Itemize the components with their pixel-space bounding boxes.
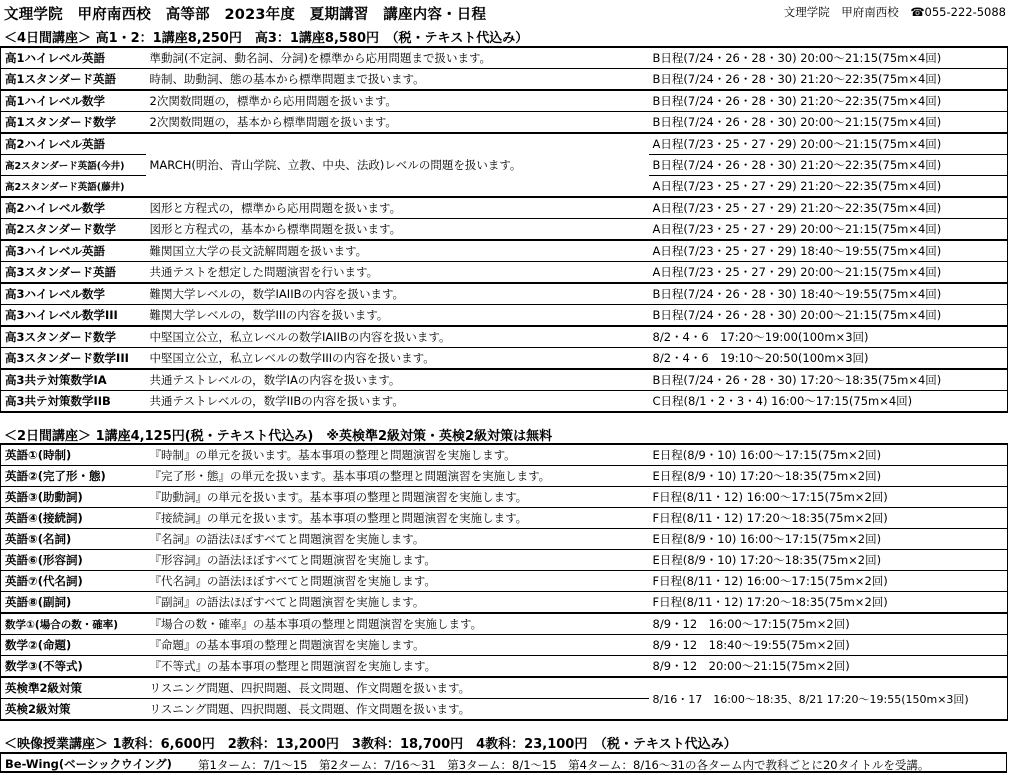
table-row <box>1 466 1008 487</box>
course-desc: MARCH(明治、青山学院、立教、中央、法政)レベルの問題を扱います。 <box>146 133 649 197</box>
course-schedule: A日程(7/23・25・27・29) 18:40～19:55(75m×4回) <box>652 244 942 258</box>
course-schedule: F日程(8/11・12) 16:00～17:15(75m×2回) <box>652 490 888 504</box>
course-schedule: B日程(7/24・26・28・30) 21:20～22:35(75m×4回) <box>652 158 942 172</box>
course-desc: 難関国立大学の長文読解問題を扱います。 <box>149 244 368 258</box>
course-schedule: F日程(8/11・12) 16:00～17:15(75m×2回) <box>652 574 888 588</box>
course-schedule: A日程(7/23・25・27・29) 20:00～21:15(75m×4回) <box>652 137 942 151</box>
course-desc: 共通テストを想定した問題演習を行います。 <box>149 265 379 279</box>
course-desc: 中堅国立公立，私立レベルの数学IIIの内容を扱います。 <box>149 351 435 365</box>
course-desc: 図形と方程式の，基本から標準問題を扱います。 <box>149 222 402 236</box>
course-schedule: B日程(7/24・26・28・30) 17:20～18:35(75m×4回) <box>652 373 942 387</box>
table-row <box>1 283 1008 305</box>
course-name: 数学③(不等式) <box>5 659 83 673</box>
course-name: 高2スタンダード英語(藤井) <box>5 182 125 193</box>
table-row <box>1 571 1008 592</box>
table-row <box>1 262 1008 284</box>
table-row <box>1 369 1008 391</box>
course-desc: 『副詞』の語法ほぼすべてと問題演習を実施します。 <box>149 595 425 609</box>
course-schedule: B日程(7/24・26・28・30) 18:40～19:55(75m×4回) <box>652 287 942 301</box>
course-desc: 『代名詞』の語法ほぼすべてと問題演習を実施します。 <box>149 574 436 588</box>
course-name: 高2スタンダード英語(今井) <box>5 161 125 172</box>
table-row <box>1 613 1008 635</box>
section-4day-title: ＜4日間講座＞ 高1・2：1講座8,250円 高3：1講座8,580円 （税・テキスト代込み） <box>4 31 529 46</box>
table-row <box>1 635 1008 656</box>
course-schedule: E日程(8/9・10) 16:00～17:15(75m×2回) <box>652 532 882 546</box>
course-schedule: 8/2・4・6 19:10～20:50(100m×3回) <box>652 351 869 365</box>
course-schedule: B日程(7/24・26・28・30) 20:00～21:15(75m×4回) <box>652 308 942 322</box>
course-schedule: 8/9・12 16:00～17:15(75m×2回) <box>652 617 850 631</box>
course-desc: リスニング問題、四択問題、長文問題、作文問題を扱います。 <box>149 702 471 716</box>
course-desc: 2次関数問題の，標準から応用問題を扱います。 <box>149 94 397 108</box>
course-schedule: 8/16・17 16:00～18:35、8/21 17:20～19:55(150m×3回) <box>652 692 969 706</box>
page-header <box>0 0 1010 26</box>
course-name: 英語⑤(名詞) <box>5 532 72 546</box>
course-desc: 共通テストレベルの，数学IIBの内容を扱います。 <box>149 394 404 408</box>
course-name: 高1スタンダード数学 <box>5 115 117 129</box>
table-row <box>1 592 1008 614</box>
course-schedule: E日程(8/9・10) 16:00～17:15(75m×2回) <box>652 448 882 462</box>
course-name: 英語⑦(代名詞) <box>5 574 83 588</box>
table-row <box>1 487 1008 508</box>
course-name: 高3ハイレベル英語 <box>5 244 106 258</box>
table-2day-courses <box>0 443 1008 721</box>
course-name: 高2ハイレベル英語 <box>5 137 106 151</box>
course-schedule: B日程(7/24・26・28・30) 20:00～21:15(75m×4回) <box>652 115 942 129</box>
bewing-desc: 第1ターム：7/1～15 第2ターム：7/16～31 第3ターム：8/1～15 第4ターム：8/16～31の各ターム内で教科ごとに20タイトルを受講。 <box>198 758 930 772</box>
bewing-row <box>0 752 1007 773</box>
table-row <box>1 47 1008 69</box>
course-name: 英検2級対策 <box>5 702 71 716</box>
course-schedule: A日程(7/23・25・27・29) 20:00～21:15(75m×4回) <box>652 222 942 236</box>
course-name: 英語④(接続詞) <box>5 511 83 525</box>
course-name: 高3スタンダード数学III <box>5 351 129 365</box>
table-row <box>1 112 1008 134</box>
course-schedule: F日程(8/11・12) 17:20～18:35(75m×2回) <box>652 511 888 525</box>
course-name: 高3スタンダード数学 <box>5 330 117 344</box>
course-name: 英語③(助動詞) <box>5 490 83 504</box>
phone-number: ☎055-222-5088 <box>910 5 1006 19</box>
course-name: 英語②(完了形・態) <box>5 469 106 483</box>
course-schedule: E日程(8/9・10) 17:20～18:35(75m×2回) <box>652 469 882 483</box>
table-row <box>1 240 1008 262</box>
course-name: 英検準2級対策 <box>5 681 83 695</box>
course-desc: 中堅国立公立，私立レベルの数学IAIIBの内容を扱います。 <box>149 330 451 344</box>
course-schedule: 8/9・12 18:40～19:55(75m×2回) <box>652 638 850 652</box>
table-row <box>1 677 1008 699</box>
course-schedule: B日程(7/24・26・28・30) 21:20～22:35(75m×4回) <box>652 72 942 86</box>
course-desc: 難関大学レベルの，数学IAIIBの内容を扱います。 <box>149 287 405 301</box>
course-name: 高3共テ対策数学IIB <box>5 394 111 408</box>
course-desc: 『助動詞』の単元を扱います。基本事項の整理と問題演習を実施します。 <box>149 490 528 504</box>
course-schedule: 8/2・4・6 17:20～19:00(100m×3回) <box>652 330 869 344</box>
course-desc: 『形容詞』の語法ほぼすべてと問題演習を実施します。 <box>149 553 436 567</box>
course-schedule: A日程(7/23・25・27・29) 21:20～22:35(75m×4回) <box>652 179 942 193</box>
course-name: 英語①(時制) <box>5 448 72 462</box>
table-row <box>1 656 1008 678</box>
section-video-title: ＜映像授業講座＞ 1教科：6,600円 2教科：13,200円 3教科：18,700円 4教科：23,100円 （税・テキスト代込み） <box>4 737 737 752</box>
course-name: 高2スタンダード数学 <box>5 222 117 236</box>
section-2day-title: ＜2日間講座＞ 1講座4,125円(税・テキスト代込み) ※英検準2級対策・英検2級対策は無料 <box>4 429 553 444</box>
table-row <box>1 219 1008 241</box>
course-name: 高3ハイレベル数学 <box>5 287 106 301</box>
course-schedule: F日程(8/11・12) 17:20～18:35(75m×2回) <box>652 595 888 609</box>
course-name: 高1ハイレベル数学 <box>5 94 106 108</box>
table-row <box>1 133 1008 155</box>
course-desc: 難関大学レベルの，数学IIIの内容を扱います。 <box>149 308 389 322</box>
course-name: 数学①(場合の数・確率) <box>5 618 118 631</box>
course-desc: 『場合の数・確率』の基本事項の整理と問題演習を実施します。 <box>149 617 483 631</box>
course-name: 英語⑧(副詞) <box>5 595 72 609</box>
course-name: 英語⑥(形容詞) <box>5 553 83 567</box>
table-row <box>1 197 1008 219</box>
course-name: 数学②(命題) <box>5 638 72 652</box>
course-schedule: 8/9・12 20:00～21:15(75m×2回) <box>652 659 850 673</box>
table-row <box>1 529 1008 550</box>
course-desc: 『命題』の基本事項の整理と問題演習を実施します。 <box>149 638 425 652</box>
course-desc: 『接続詞』の単元を扱います。基本事項の整理と問題演習を実施します。 <box>149 511 528 525</box>
header-contact <box>784 4 1006 20</box>
table-row <box>1 391 1008 413</box>
course-name: 高1スタンダード英語 <box>5 72 117 86</box>
course-schedule: E日程(8/9・10) 17:20～18:35(75m×2回) <box>652 553 882 567</box>
course-desc: リスニング問題、四択問題、長文問題、作文問題を扱います。 <box>149 681 471 695</box>
course-name: 高1ハイレベル英語 <box>5 51 106 65</box>
course-desc: 準動詞(不定詞、動名詞、分詞)を標準から応用問題まで扱います。 <box>149 51 492 65</box>
table-row <box>1 550 1008 571</box>
course-desc: 図形と方程式の，標準から応用問題を扱います。 <box>149 201 402 215</box>
course-desc: 共通テストレベルの，数学IAの内容を扱います。 <box>149 373 401 387</box>
course-desc: 『完了形・態』の単元を扱います。基本事項の整理と問題演習を実施します。 <box>149 469 551 483</box>
course-desc: 『名詞』の語法ほぼすべてと問題演習を実施します。 <box>149 532 425 546</box>
table-row <box>1 305 1008 327</box>
course-name: 高2ハイレベル数学 <box>5 201 106 215</box>
school-name: 文理学院 甲府南西校 <box>783 5 899 19</box>
table-row <box>1 69 1008 91</box>
table-row <box>1 90 1008 112</box>
course-schedule: C日程(8/1・2・3・4) 16:00～17:15(75m×4回) <box>652 394 913 408</box>
table-row <box>1 444 1008 466</box>
course-schedule: B日程(7/24・26・28・30) 21:20～22:35(75m×4回) <box>652 94 942 108</box>
course-schedule: B日程(7/24・26・28・30) 20:00～21:15(75m×4回) <box>652 51 942 65</box>
course-schedule: A日程(7/23・25・27・29) 21:20～22:35(75m×4回) <box>652 201 942 215</box>
table-row <box>1 348 1008 370</box>
course-desc: 『不等式』の基本事項の整理と問題演習を実施します。 <box>149 659 437 673</box>
table-row <box>1 326 1008 348</box>
bewing-name: Be-Wing(ベーシックウイング) <box>5 757 172 771</box>
course-desc: 『時制』の単元を扱います。基本事項の整理と問題演習を実施します。 <box>149 448 516 462</box>
course-name: 高3ハイレベル数学III <box>5 308 118 322</box>
course-desc: 2次関数問題の，基本から標準問題を扱います。 <box>149 115 397 129</box>
table-row <box>1 508 1008 529</box>
course-name: 高3スタンダード英語 <box>5 265 117 279</box>
course-schedule: A日程(7/23・25・27・29) 20:00～21:15(75m×4回) <box>652 265 942 279</box>
course-desc: 時制、助動詞、態の基本から標準問題まで扱います。 <box>149 72 425 86</box>
table-4day-courses <box>0 46 1008 413</box>
page-title: 文理学院 甲府南西校 高等部 2023年度 夏期講習 講座内容・日程 <box>4 7 487 23</box>
course-name: 高3共テ対策数学IA <box>5 373 107 387</box>
